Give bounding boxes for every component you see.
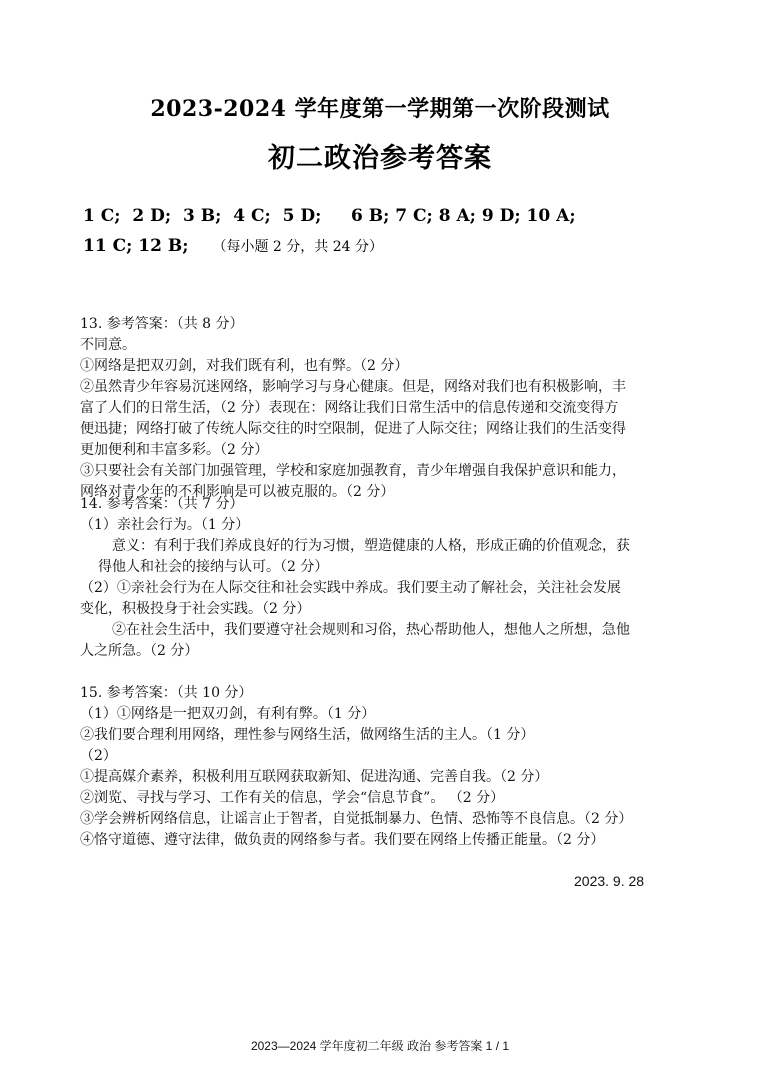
document-title: 2023-2024 学年度第一学期第一次阶段测试 [150,96,610,122]
choice-answers-text-2: 11 C; 12 B; [83,236,189,256]
question-15-line: ②我们要合理利用网络，理性参与网络生活，做网络生活的主人。（1 分） [80,727,535,743]
question-15-line: ①提高媒介素养，积极利用互联网获取新知、促进沟通、完善自我。（2 分） [80,769,549,785]
choice-answers-line-2 [83,236,383,256]
question-14-line: 得他人和社会的接纳与认可。（2 分） [98,559,329,575]
question-13-line: 便迅捷；网络打破了传统人际交往的时空限制，促进了人际交往；网络让我们的生活变得 [80,421,626,437]
question-13-heading: 13. 参考答案：（共 8 分） [80,316,244,332]
question-13-line: 网络对青少年的不利影响是可以被克服的。（2 分） [80,484,395,500]
question-14-line: ②在社会生活中，我们要遵守社会规则和习俗，热心帮助他人，想他人之所想，急他 [112,622,630,638]
question-14-line: （2）①亲社会行为在人际交往和社会实践中养成。我们要主动了解社会，关注社会发展 [80,580,621,596]
question-14-line: （1）亲社会行为。（1 分） [80,517,250,533]
question-14-heading: 14. 参考答案：（共 7 分） [80,496,244,512]
question-15-answer [80,683,685,851]
question-13-line: 更加便利和丰富多彩。（2 分） [80,442,269,458]
choice-answers-note: （每小题 2 分，共 24 分） [212,239,383,255]
question-15-line: ④恪守道德、遵守法律，做负责的网络参与者。我们要在网络上传播正能量。（2 分） [80,832,605,848]
question-15-line: ③学会辨析网络信息，让谣言止于智者，自觉抵制暴力、色情、恐怖等不良信息。（2 分） [80,811,633,827]
document-subtitle: 初二政治参考答案 [268,143,492,174]
question-13-line: 富了人们的日常生活，（2 分）表现在：网络让我们日常生活中的信息传递和交流变得方 [80,400,619,416]
choice-answers-line-1 [83,206,576,226]
question-14-line: 人之所急。（2 分） [80,643,199,659]
question-13-line: ③只要社会有关部门加强管理，学校和家庭加强教育，青少年增强自我保护意识和能力， [80,463,626,479]
question-15-line: ②浏览、寻找与学习、工作有关的信息，学会“信息节食”。 （2 分） [80,790,505,806]
choice-answers-text-1: 1 C; 2 D; 3 B; 4 C; 5 D; 6 B; 7 C; 8 A; 9 D; 10 A; [83,206,576,226]
page-footer: 2023—2024 学年度初二年级 政治 参考答案 1 / 1 [250,1039,510,1053]
question-13-answer [80,314,685,503]
question-14-line: 意义：有利于我们养成良好的行为习惯，塑造健康的人格，形成正确的价值观念，获 [112,538,630,554]
question-15-heading: 15. 参考答案：（共 10 分） [80,685,253,701]
question-15-line: （1）①网络是一把双刃剑，有利有弊。（1 分） [80,706,376,722]
question-15-line: （2） [80,748,117,764]
question-13-line: ②虽然青少年容易沉迷网络，影响学习与身心健康。但是，网络对我们也有积极影响，丰 [80,379,626,395]
question-13-line: ①网络是把双刃剑，对我们既有利，也有弊。（2 分） [80,358,409,374]
document-date: 2023. 9. 28 [574,873,645,889]
question-14-line: 变化，积极投身于社会实践。（2 分） [80,601,311,617]
question-13-line: 不同意。 [80,337,136,353]
question-14-answer [80,494,685,662]
